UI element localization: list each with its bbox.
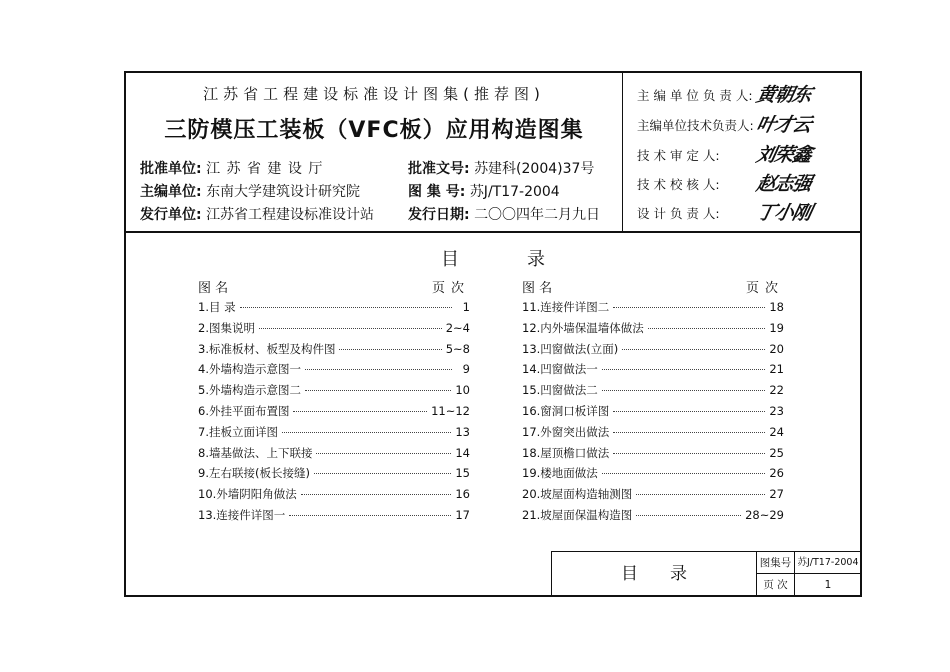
atlas-no-label-cell: 图集号 (757, 552, 795, 574)
dot-leader (613, 307, 765, 308)
signature-row (637, 144, 814, 166)
toc-entry-page: 15 (455, 466, 470, 481)
toc-entry (522, 486, 784, 507)
dot-leader (622, 349, 765, 350)
toc-entry-page: 22 (769, 383, 784, 398)
toc-entry (198, 320, 470, 341)
toc-name-label: 图 名 (522, 281, 553, 296)
toc-entry-title: 11.连接件详图二 (522, 300, 610, 314)
toc-right-column (522, 277, 784, 528)
toc-entry-page: 14 (455, 445, 470, 460)
toc-column-header (522, 277, 784, 299)
atlas-no-line (408, 181, 560, 201)
dot-leader (305, 390, 451, 391)
dot-leader (648, 328, 766, 329)
toc-entry-title: 5.外墙构造示意图二 (198, 383, 301, 398)
handwritten-signature: 黄朝东 (754, 84, 814, 106)
dot-leader (602, 473, 766, 474)
toc-entry-page: 10 (455, 383, 470, 398)
toc-entry-page: 18 (769, 300, 784, 314)
issue-date-label: 发行日期: (408, 207, 470, 223)
editor-unit-label: 主编单位: (140, 184, 202, 200)
toc-entry-page: 26 (769, 466, 784, 481)
toc-entry (522, 424, 784, 445)
toc-entry (522, 299, 784, 320)
toc-entry-title: 2.图集说明 (198, 320, 255, 335)
signature-role: 主编单位技术负责人: (637, 118, 754, 133)
issue-date-line (408, 204, 600, 224)
toc-entry-page: 25 (769, 445, 784, 460)
toc-entry-page: 19 (769, 320, 784, 335)
signature-role: 技 术 校 核 人: (637, 177, 720, 192)
sheet-title: 目录 (552, 552, 757, 596)
dot-leader (613, 453, 765, 454)
approval-doc-line (408, 158, 594, 178)
dot-leader (282, 432, 451, 433)
handwritten-signature: 叶才云 (754, 114, 814, 136)
page-number-cell: 1 (824, 579, 832, 591)
dot-leader (240, 307, 452, 308)
dot-leader (259, 328, 442, 329)
toc-entry (198, 299, 470, 320)
main-title: 三防模压工装板（VFC板）应用构造图集 (164, 118, 584, 143)
publisher: 江苏省工程建设标准设计站 (206, 207, 375, 223)
toc-entry (522, 507, 784, 528)
toc-entry-page: 20 (769, 341, 784, 356)
toc-entry (522, 320, 784, 341)
toc-entry-title: 19.楼地面做法 (522, 466, 598, 481)
toc-left-list (198, 299, 470, 528)
atlas-no-label: 图 集 号: (408, 184, 466, 200)
approval-unit-line (140, 158, 323, 178)
toc-entry (522, 341, 784, 362)
toc-entry-page: 11~12 (431, 403, 470, 418)
toc-entry (198, 361, 470, 382)
toc-name-label: 图 名 (198, 281, 229, 296)
atlas-no: 苏J/T17-2004 (469, 184, 560, 200)
toc-entry-title: 16.窗洞口板详图 (522, 403, 610, 418)
toc-entry (198, 445, 470, 466)
toc-column-header (198, 277, 470, 299)
title-header (126, 73, 860, 233)
toc-entry-title: 10.外墙阴阳角做法 (198, 487, 297, 502)
signature-role: 技 术 审 定 人: (637, 148, 720, 163)
signature-row (637, 173, 814, 195)
toc-right-list (522, 299, 784, 528)
toc-heading: 目录 (441, 249, 613, 270)
toc-entry-page: 27 (769, 487, 784, 502)
dot-leader (314, 473, 451, 474)
signature-row (637, 114, 814, 136)
toc-entry-page: 21 (769, 362, 784, 377)
signature-row (637, 202, 814, 224)
toc-entry-title: 6.外挂平面布置图 (198, 403, 290, 418)
toc-entry-page: 28~29 (745, 507, 784, 522)
toc-entry-title: 3.标准板材、板型及构件图 (198, 341, 336, 356)
handwritten-signature: 丁小刚 (754, 202, 814, 224)
toc-entry-title: 14.凹窗做法一 (522, 362, 598, 377)
handwritten-signature: 刘荣鑫 (754, 144, 814, 166)
dot-leader (602, 369, 766, 370)
title-block (551, 551, 861, 596)
toc-entry (198, 382, 470, 403)
issue-date: 二〇〇四年二月九日 (474, 207, 601, 223)
toc-entry-page: 13 (455, 424, 470, 439)
toc-entry (198, 403, 470, 424)
signature-role: 设 计 负 责 人: (637, 206, 720, 221)
toc-entry-title: 4.外墙构造示意图一 (198, 362, 301, 377)
publisher-line (140, 204, 374, 224)
approval-doc-label: 批准文号: (408, 161, 470, 177)
toc-page-label: 页次 (431, 281, 470, 296)
toc-entry-title: 13.连接件详图一 (198, 507, 286, 522)
dot-leader (293, 411, 427, 412)
toc-entry-page: 17 (455, 507, 470, 522)
toc-entry-title: 17.外窗突出做法 (522, 424, 610, 439)
dot-leader (316, 453, 451, 454)
toc-entry (198, 507, 470, 528)
atlas-no-cell: 苏J/T17-2004 (795, 552, 861, 574)
toc-entry-title: 15.凹窗做法二 (522, 383, 598, 398)
toc-entry-title: 18.屋顶檐口做法 (522, 445, 610, 460)
toc-entry (198, 424, 470, 445)
signature-role: 主 编 单 位 负 责 人: (637, 88, 753, 103)
approval-doc: 苏建科(2004)37号 (474, 161, 595, 177)
dot-leader (636, 494, 765, 495)
toc-entry-page: 16 (455, 487, 470, 502)
toc-entry-page: 23 (769, 403, 784, 418)
toc-entry (522, 361, 784, 382)
toc-entry-title: 9.左右联接(板长接缝) (198, 466, 310, 481)
drawing-frame (124, 71, 862, 597)
toc-entry-title: 13.凹窗做法(立面) (522, 341, 619, 356)
toc-entry (522, 465, 784, 486)
toc-entry (522, 403, 784, 424)
approval-unit: 江 苏 省 建 设 厅 (206, 161, 324, 177)
toc-entry (522, 382, 784, 403)
signature-panel (622, 73, 861, 231)
dot-leader (613, 432, 765, 433)
toc-entry (198, 341, 470, 362)
approval-unit-label: 批准单位: (140, 161, 202, 177)
toc-entry-title: 20.坡屋面构造轴测图 (522, 487, 633, 502)
toc-entry-page: 5~8 (445, 341, 470, 356)
dot-leader (636, 515, 741, 516)
toc-entry-page: 9 (462, 362, 470, 377)
toc-entry-title: 1.目 录 (198, 300, 236, 314)
editor-unit-line (140, 181, 360, 201)
dot-leader (339, 349, 441, 350)
series-title: 江苏省工程建设标准设计图集(推荐图) (203, 85, 545, 103)
handwritten-signature: 赵志强 (754, 173, 814, 195)
toc-entry-page: 2~4 (445, 320, 470, 335)
toc-entry-page: 1 (462, 300, 470, 314)
toc-entry (198, 465, 470, 486)
page-label-cell: 页 次 (757, 574, 795, 596)
toc-entry (198, 486, 470, 507)
toc-entry-title: 21.坡屋面保温构造图 (522, 507, 633, 522)
toc-page-label: 页次 (745, 281, 784, 296)
publisher-label: 发行单位: (140, 207, 202, 223)
editor-unit: 东南大学建筑设计研究院 (206, 184, 361, 200)
dot-leader (301, 494, 452, 495)
dot-leader (602, 390, 766, 391)
signature-row (637, 84, 814, 106)
dot-leader (289, 515, 451, 516)
toc-entry (522, 445, 784, 466)
toc-entry-title: 7.挂板立面详图 (198, 424, 278, 439)
dot-leader (613, 411, 765, 412)
toc-entry-title: 8.墙基做法、上下联接 (198, 445, 313, 460)
toc-entry-title: 12.内外墙保温墙体做法 (522, 320, 644, 335)
dot-leader (305, 369, 452, 370)
toc-entry-page: 24 (769, 424, 784, 439)
toc-left-column (198, 277, 470, 528)
